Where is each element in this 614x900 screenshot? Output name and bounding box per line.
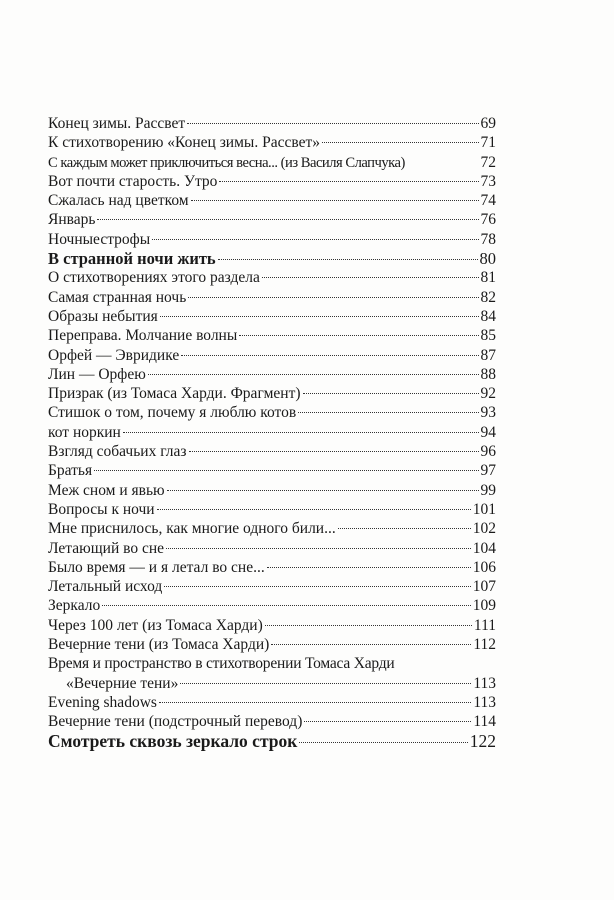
dot-leader bbox=[180, 683, 471, 684]
toc-entry-title: Взгляд собачьих глаз bbox=[48, 443, 187, 461]
dot-leader bbox=[265, 625, 472, 626]
dot-leader bbox=[304, 721, 471, 722]
toc-entry-page: 88 bbox=[480, 365, 496, 383]
toc-entry-page: 74 bbox=[480, 192, 496, 210]
toc-entry-page: 87 bbox=[480, 346, 496, 364]
toc-entry-page: 109 bbox=[472, 597, 496, 615]
toc-entry[interactable] bbox=[48, 616, 496, 635]
toc-entry[interactable] bbox=[48, 423, 496, 442]
toc-entry[interactable] bbox=[48, 307, 496, 326]
toc-entry-title: Братья bbox=[48, 462, 93, 480]
toc-entry-page: 84 bbox=[480, 307, 496, 325]
dot-leader bbox=[160, 316, 479, 317]
toc-entry-title: Через 100 лет (из Томаса Харди) bbox=[48, 616, 263, 634]
dot-leader bbox=[181, 355, 478, 356]
dot-leader bbox=[322, 142, 479, 143]
dot-leader bbox=[94, 470, 478, 471]
dot-leader bbox=[152, 239, 478, 240]
toc-entry-title: В странной ночи жить bbox=[48, 249, 216, 269]
toc-entry-title: Вопросы к ночи bbox=[48, 500, 155, 518]
dot-leader bbox=[219, 181, 478, 182]
toc-entry-page: 81 bbox=[480, 269, 496, 287]
toc-entry-title: Самая странная ночь bbox=[48, 288, 187, 306]
toc-entry-line1[interactable] bbox=[48, 654, 496, 673]
dot-leader bbox=[164, 586, 470, 587]
toc-entry-page: 82 bbox=[480, 288, 496, 306]
toc-entry[interactable] bbox=[48, 693, 496, 712]
toc-entry[interactable] bbox=[48, 114, 496, 133]
toc-entry[interactable] bbox=[48, 500, 496, 519]
toc-entry-title: Стишок о том, почему я люблю котов bbox=[48, 404, 297, 422]
toc-entry[interactable] bbox=[48, 481, 496, 500]
toc-entry[interactable] bbox=[48, 172, 496, 191]
toc-entry-page: 96 bbox=[480, 443, 496, 461]
dot-leader bbox=[271, 644, 471, 645]
toc-entry[interactable] bbox=[48, 596, 496, 615]
toc-entry[interactable] bbox=[48, 210, 496, 229]
toc-entry-title: Смотреть сквозь зеркало строк bbox=[48, 730, 298, 751]
toc-entry-page: 111 bbox=[473, 616, 496, 634]
toc-entry[interactable] bbox=[48, 635, 496, 654]
toc-entry-title: Летальный исход bbox=[48, 578, 163, 596]
toc-entry-page: 92 bbox=[480, 385, 496, 403]
toc-entry-title: О стихотворениях этого раздела bbox=[48, 269, 260, 287]
dot-leader bbox=[189, 451, 479, 452]
toc-entry[interactable] bbox=[48, 403, 496, 422]
toc-entry[interactable] bbox=[48, 442, 496, 461]
toc-entry-page: 80 bbox=[479, 249, 496, 269]
dot-leader bbox=[298, 412, 478, 413]
toc-entry-title: Evening shadows bbox=[48, 693, 157, 711]
toc-entry-title: «Вечерние тени» bbox=[66, 674, 179, 692]
dot-leader bbox=[239, 335, 478, 336]
dot-leader bbox=[166, 548, 471, 549]
toc-entry-title: Было время — и я летал во сне... bbox=[48, 558, 265, 576]
toc-entry[interactable] bbox=[48, 365, 496, 384]
toc-entry-title: Летающий во сне bbox=[48, 539, 165, 557]
dot-leader bbox=[303, 393, 479, 394]
toc-entry-title: Переправа. Молчание волны bbox=[48, 327, 238, 345]
toc-entry-title: Ночныестрофы bbox=[48, 230, 151, 248]
toc-entry-title: С каждым может приключиться весна... (из Василя Слапчука) bbox=[48, 154, 405, 171]
dot-leader bbox=[262, 277, 479, 278]
dot-leader bbox=[148, 374, 479, 375]
dot-leader bbox=[102, 605, 471, 606]
toc-entry-page: 102 bbox=[472, 520, 496, 538]
toc-section-heading[interactable] bbox=[48, 732, 496, 751]
toc-entry-page: 76 bbox=[480, 211, 496, 229]
toc-entry-page: 78 bbox=[480, 230, 496, 248]
toc-entry[interactable] bbox=[48, 288, 496, 307]
toc-entry-title: Орфей — Эвридике bbox=[48, 346, 180, 364]
toc-entry-page: 101 bbox=[472, 500, 496, 518]
toc-entry-page: 104 bbox=[472, 539, 496, 557]
dot-leader bbox=[157, 509, 471, 510]
dot-leader bbox=[338, 528, 471, 529]
dot-leader bbox=[299, 742, 467, 743]
toc-entry-title: Январь bbox=[48, 211, 96, 229]
toc-entry[interactable] bbox=[48, 519, 496, 538]
toc-entry-page: 113 bbox=[473, 674, 496, 692]
toc-entry[interactable] bbox=[48, 153, 496, 172]
dot-leader bbox=[123, 432, 479, 433]
toc-entry-page: 113 bbox=[473, 693, 496, 711]
dot-leader bbox=[188, 297, 478, 298]
toc-entry[interactable] bbox=[48, 461, 496, 480]
dot-leader bbox=[267, 567, 471, 568]
toc-entry-title: кот норкин bbox=[48, 423, 121, 441]
toc-entry-title: Конец зимы. Рассвет bbox=[48, 115, 186, 132]
toc-entry-title: Время и пространство в стихотворении Томаса Харди bbox=[48, 655, 395, 673]
toc-entry[interactable] bbox=[48, 191, 496, 210]
toc-entry[interactable] bbox=[48, 268, 496, 287]
toc-entry-title: Сжалась над цветком bbox=[48, 192, 189, 210]
toc-entry-title: Призрак (из Томаса Харди. Фрагмент) bbox=[48, 385, 301, 403]
toc-entry-page: 69 bbox=[480, 115, 496, 132]
toc-entry-page: 73 bbox=[480, 172, 496, 190]
toc-entry[interactable] bbox=[48, 539, 496, 558]
toc-entry-page: 122 bbox=[469, 730, 496, 751]
toc-entry-title: Вечерние тени (из Томаса Харди) bbox=[48, 636, 270, 654]
toc-entry-page: 71 bbox=[480, 134, 496, 152]
toc-entry-title: Вот почти старость. Утро bbox=[48, 172, 218, 190]
toc-entry-title: Вечерние тени (подстрочный перевод) bbox=[48, 713, 303, 731]
toc-entry-page: 93 bbox=[480, 404, 496, 422]
toc-entry-title: Образы небытия bbox=[48, 307, 158, 325]
toc-entry-page bbox=[396, 655, 397, 672]
toc-entry[interactable] bbox=[48, 712, 496, 731]
toc-entry-page: 97 bbox=[480, 462, 496, 480]
toc-entry-line2[interactable] bbox=[48, 674, 496, 693]
toc-entry-page: 112 bbox=[473, 636, 496, 654]
toc-entry[interactable] bbox=[48, 326, 496, 345]
toc-entry[interactable] bbox=[48, 230, 496, 249]
table-of-contents bbox=[48, 114, 496, 751]
toc-entry-page: 72 bbox=[480, 153, 496, 171]
toc-entry[interactable] bbox=[48, 577, 496, 596]
dot-leader bbox=[167, 490, 479, 491]
toc-entry-title: К стихотворению «Конец зимы. Рассвет» bbox=[48, 134, 320, 152]
toc-entry-page: 85 bbox=[480, 327, 496, 345]
toc-entry-title: Зеркало bbox=[48, 597, 101, 615]
toc-entry[interactable] bbox=[48, 346, 496, 365]
toc-entry-title: Мне приснилось, как многие одного били... bbox=[48, 520, 336, 538]
dot-leader bbox=[159, 702, 471, 703]
toc-entry-page: 94 bbox=[480, 423, 496, 441]
toc-entry[interactable] bbox=[48, 384, 496, 403]
toc-entry-page: 114 bbox=[473, 713, 496, 731]
toc-entry-page: 99 bbox=[480, 481, 496, 499]
toc-entry-title: Меж сном и явью bbox=[48, 481, 165, 499]
toc-section-heading[interactable] bbox=[48, 249, 496, 268]
dot-leader bbox=[218, 259, 478, 260]
toc-entry[interactable] bbox=[48, 133, 496, 152]
dot-leader bbox=[97, 219, 478, 220]
dot-leader bbox=[191, 200, 479, 201]
toc-entry-page: 107 bbox=[472, 578, 496, 596]
dot-leader bbox=[187, 123, 478, 124]
toc-entry[interactable] bbox=[48, 558, 496, 577]
toc-entry-page: 106 bbox=[472, 558, 496, 576]
toc-entry-title: Лин — Орфею bbox=[48, 365, 146, 383]
